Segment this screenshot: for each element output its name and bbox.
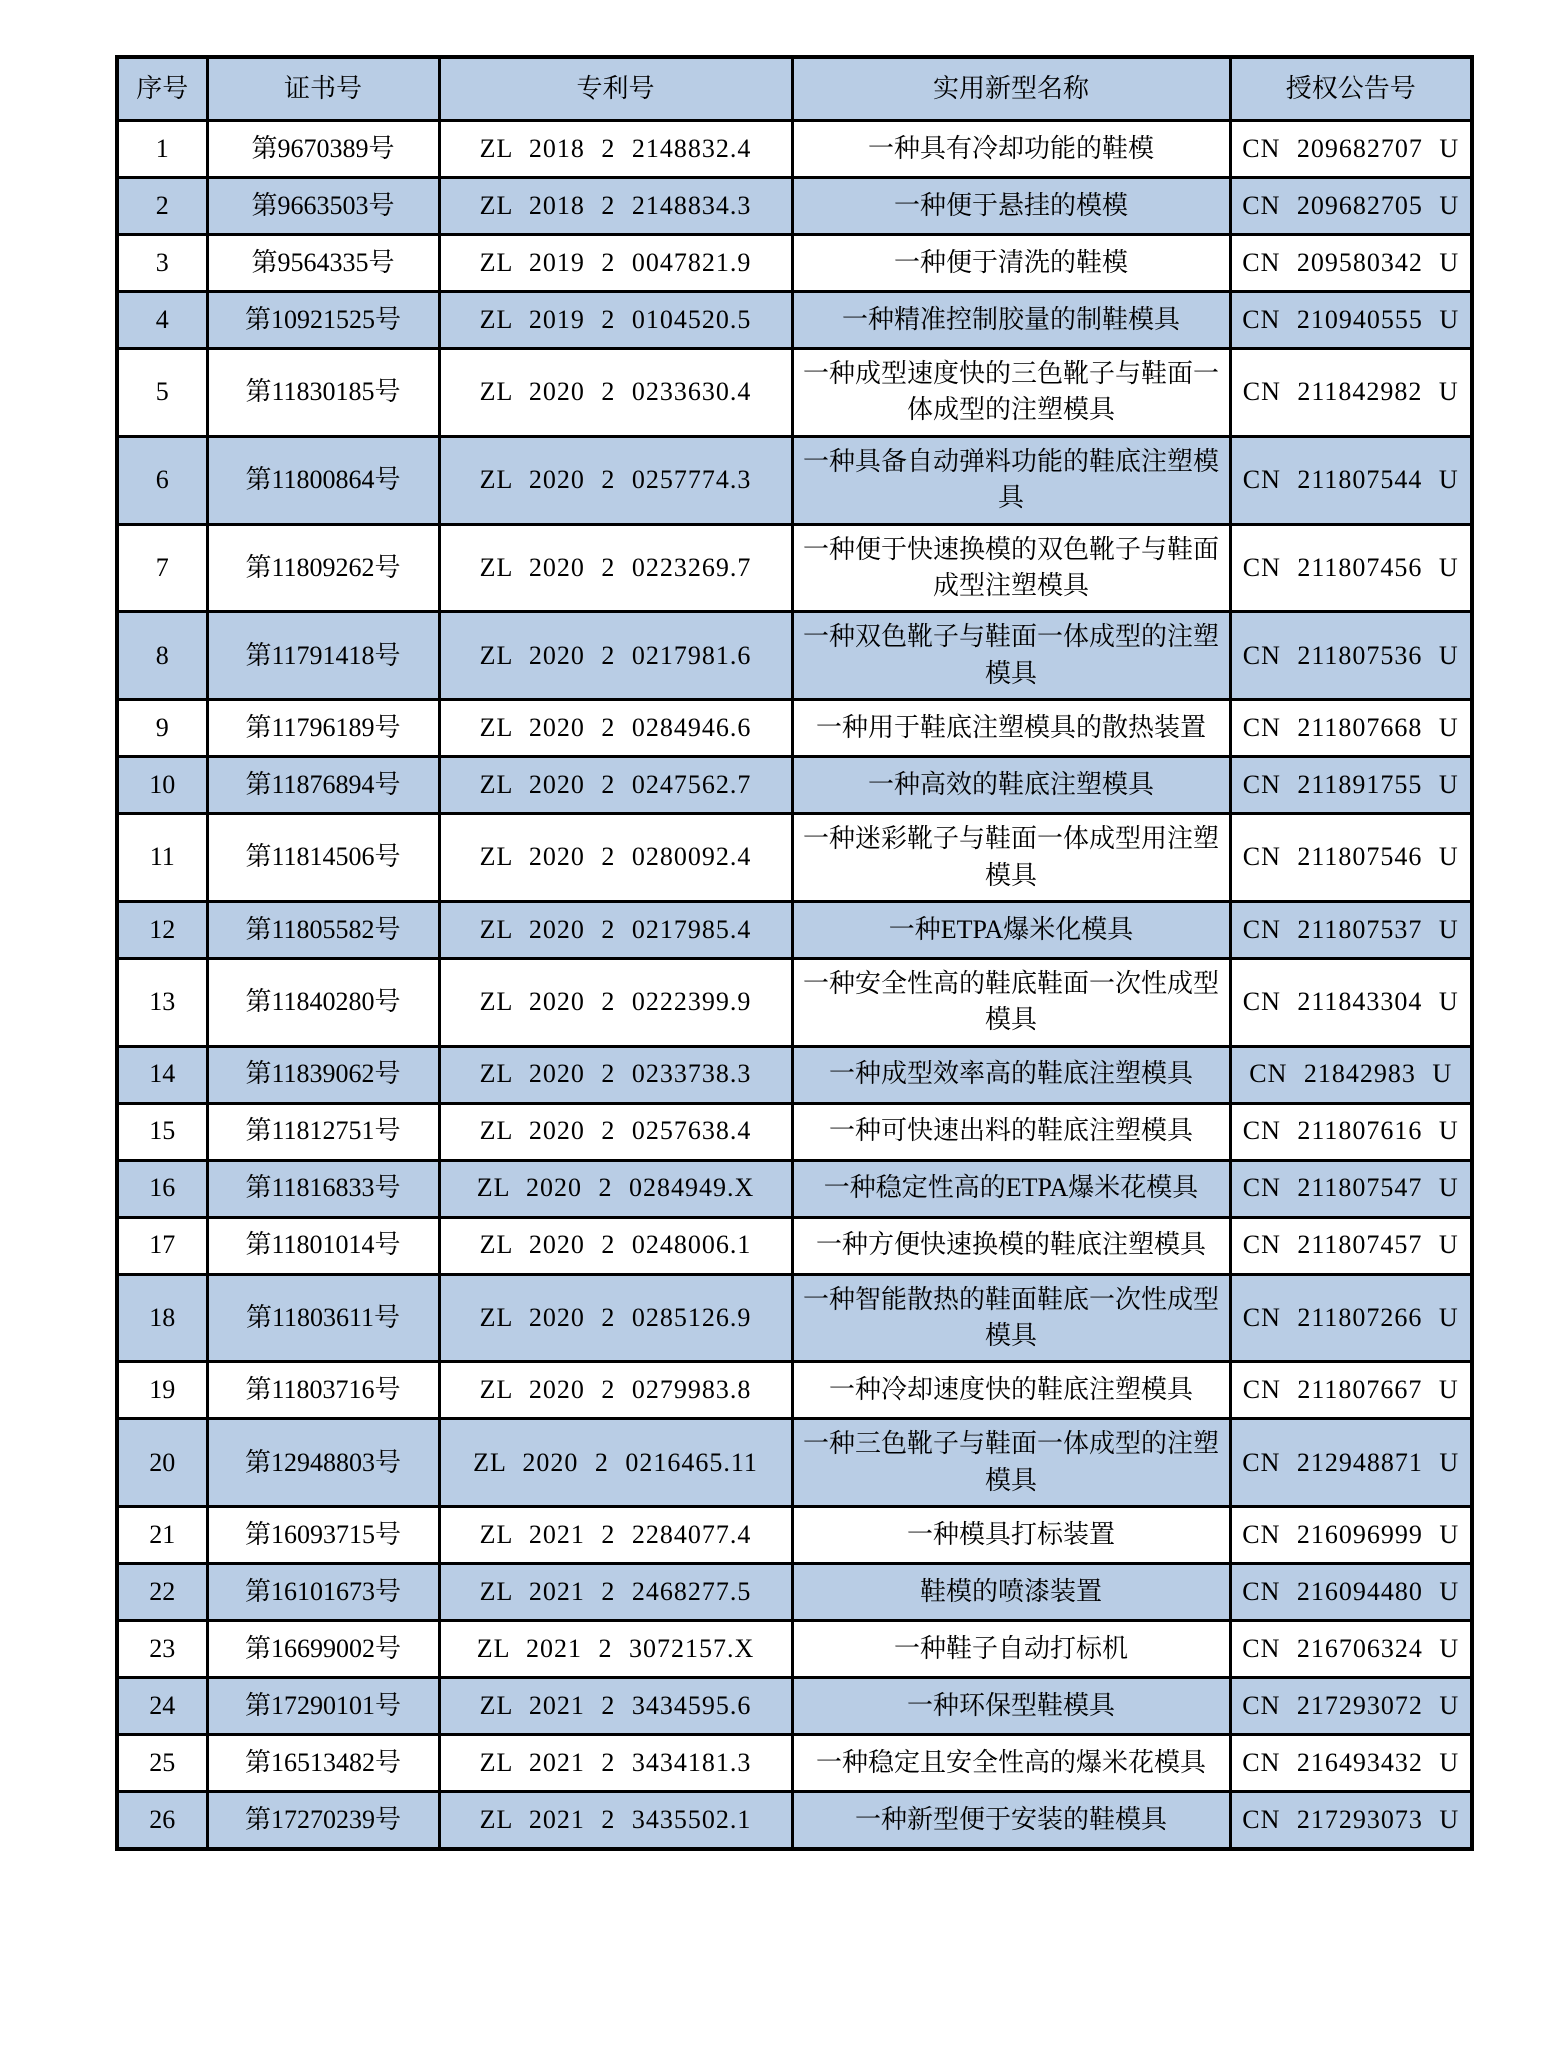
table-header	[117, 57, 1472, 121]
cell-name: 一种稳定性高的ETPA爆米花模具	[792, 1160, 1230, 1217]
table-row	[117, 292, 1472, 349]
cell-index: 8	[117, 612, 207, 700]
cell-publication: CN 216493432 U	[1230, 1735, 1472, 1792]
cell-patent: ZL 2020 2 0279983.8	[439, 1362, 792, 1419]
table-row	[117, 121, 1472, 178]
cell-patent: ZL 2020 2 0285126.9	[439, 1274, 792, 1362]
cell-name: 一种可快速出料的鞋底注塑模具	[792, 1103, 1230, 1160]
table-body	[117, 121, 1472, 1850]
cell-patent: ZL 2019 2 0104520.5	[439, 292, 792, 349]
cell-publication: CN 211807668 U	[1230, 700, 1472, 757]
cell-name: 一种双色靴子与鞋面一体成型的注塑模具	[792, 612, 1230, 700]
cell-publication: CN 211807536 U	[1230, 612, 1472, 700]
col-header-patent: 专利号	[439, 57, 792, 121]
cell-index: 12	[117, 901, 207, 958]
cell-publication: CN 217293073 U	[1230, 1792, 1472, 1850]
cell-publication: CN 211891755 U	[1230, 757, 1472, 814]
cell-certificate: 第12948803号	[207, 1419, 439, 1507]
cell-patent: ZL 2021 2 3072157.X	[439, 1621, 792, 1678]
cell-index: 9	[117, 700, 207, 757]
cell-index: 2	[117, 178, 207, 235]
cell-index: 20	[117, 1419, 207, 1507]
table-row	[117, 1362, 1472, 1419]
table-row	[117, 1274, 1472, 1362]
cell-publication: CN 21842983 U	[1230, 1046, 1472, 1103]
cell-index: 1	[117, 121, 207, 178]
cell-patent: ZL 2019 2 0047821.9	[439, 235, 792, 292]
cell-certificate: 第11839062号	[207, 1046, 439, 1103]
table-row	[117, 1678, 1472, 1735]
cell-patent: ZL 2020 2 0233738.3	[439, 1046, 792, 1103]
table-row	[117, 1046, 1472, 1103]
cell-patent: ZL 2020 2 0284949.X	[439, 1160, 792, 1217]
cell-publication: CN 211807456 U	[1230, 524, 1472, 612]
cell-publication: CN 212948871 U	[1230, 1419, 1472, 1507]
cell-name: 一种成型速度快的三色靴子与鞋面一体成型的注塑模具	[792, 349, 1230, 437]
cell-index: 25	[117, 1735, 207, 1792]
cell-publication: CN 211807544 U	[1230, 436, 1472, 524]
table-row	[117, 349, 1472, 437]
cell-certificate: 第11876894号	[207, 757, 439, 814]
cell-index: 23	[117, 1621, 207, 1678]
cell-patent: ZL 2020 2 0247562.7	[439, 757, 792, 814]
cell-certificate: 第17270239号	[207, 1792, 439, 1850]
cell-index: 21	[117, 1507, 207, 1564]
cell-certificate: 第11805582号	[207, 901, 439, 958]
cell-patent: ZL 2021 2 3435502.1	[439, 1792, 792, 1850]
col-header-name: 实用新型名称	[792, 57, 1230, 121]
cell-publication: CN 209580342 U	[1230, 235, 1472, 292]
cell-patent: ZL 2018 2 2148834.3	[439, 178, 792, 235]
cell-certificate: 第9564335号	[207, 235, 439, 292]
cell-name: 一种模具打标装置	[792, 1507, 1230, 1564]
table-row	[117, 1217, 1472, 1274]
cell-name: 一种冷却速度快的鞋底注塑模具	[792, 1362, 1230, 1419]
cell-patent: ZL 2020 2 0280092.4	[439, 814, 792, 902]
cell-patent: ZL 2018 2 2148832.4	[439, 121, 792, 178]
cell-name: 一种便于快速换模的双色靴子与鞋面成型注塑模具	[792, 524, 1230, 612]
cell-index: 11	[117, 814, 207, 902]
cell-patent: ZL 2021 2 3434181.3	[439, 1735, 792, 1792]
cell-index: 26	[117, 1792, 207, 1850]
cell-publication: CN 209682707 U	[1230, 121, 1472, 178]
cell-index: 5	[117, 349, 207, 437]
cell-publication: CN 211807546 U	[1230, 814, 1472, 902]
cell-patent: ZL 2020 2 0217981.6	[439, 612, 792, 700]
cell-certificate: 第16093715号	[207, 1507, 439, 1564]
cell-index: 6	[117, 436, 207, 524]
header-row	[117, 57, 1472, 121]
cell-patent: ZL 2020 2 0217985.4	[439, 901, 792, 958]
patent-table	[115, 55, 1474, 1851]
cell-certificate: 第11803716号	[207, 1362, 439, 1419]
table-row	[117, 700, 1472, 757]
col-header-index: 序号	[117, 57, 207, 121]
cell-certificate: 第9670389号	[207, 121, 439, 178]
cell-certificate: 第17290101号	[207, 1678, 439, 1735]
cell-patent: ZL 2020 2 0216465.11	[439, 1419, 792, 1507]
cell-certificate: 第10921525号	[207, 292, 439, 349]
cell-certificate: 第11796189号	[207, 700, 439, 757]
col-header-certificate: 证书号	[207, 57, 439, 121]
table-row	[117, 612, 1472, 700]
cell-publication: CN 209682705 U	[1230, 178, 1472, 235]
cell-publication: CN 211807667 U	[1230, 1362, 1472, 1419]
cell-name: 一种智能散热的鞋面鞋底一次性成型模具	[792, 1274, 1230, 1362]
cell-publication: CN 216094480 U	[1230, 1564, 1472, 1621]
cell-index: 22	[117, 1564, 207, 1621]
cell-index: 14	[117, 1046, 207, 1103]
cell-index: 15	[117, 1103, 207, 1160]
cell-publication: CN 211807547 U	[1230, 1160, 1472, 1217]
cell-publication: CN 216096999 U	[1230, 1507, 1472, 1564]
cell-certificate: 第16699002号	[207, 1621, 439, 1678]
table-row	[117, 901, 1472, 958]
cell-name: 一种具有冷却功能的鞋模	[792, 121, 1230, 178]
table-row	[117, 1564, 1472, 1621]
cell-index: 24	[117, 1678, 207, 1735]
table-row	[117, 1621, 1472, 1678]
table-row	[117, 235, 1472, 292]
cell-certificate: 第11800864号	[207, 436, 439, 524]
cell-patent: ZL 2020 2 0248006.1	[439, 1217, 792, 1274]
cell-index: 10	[117, 757, 207, 814]
table-row	[117, 1792, 1472, 1850]
cell-patent: ZL 2020 2 0284946.6	[439, 700, 792, 757]
cell-certificate: 第11791418号	[207, 612, 439, 700]
table-row	[117, 1507, 1472, 1564]
cell-index: 4	[117, 292, 207, 349]
cell-patent: ZL 2021 2 3434595.6	[439, 1678, 792, 1735]
cell-index: 19	[117, 1362, 207, 1419]
cell-name: 一种用于鞋底注塑模具的散热装置	[792, 700, 1230, 757]
cell-patent: ZL 2020 2 0233630.4	[439, 349, 792, 437]
table-row	[117, 524, 1472, 612]
cell-certificate: 第11801014号	[207, 1217, 439, 1274]
cell-certificate: 第11816833号	[207, 1160, 439, 1217]
cell-index: 16	[117, 1160, 207, 1217]
cell-certificate: 第11814506号	[207, 814, 439, 902]
cell-name: 一种具备自动弹料功能的鞋底注塑模具	[792, 436, 1230, 524]
cell-name: 一种稳定且安全性高的爆米花模具	[792, 1735, 1230, 1792]
cell-name: 一种安全性高的鞋底鞋面一次性成型模具	[792, 958, 1230, 1046]
cell-publication: CN 217293072 U	[1230, 1678, 1472, 1735]
cell-publication: CN 211807266 U	[1230, 1274, 1472, 1362]
cell-certificate: 第11830185号	[207, 349, 439, 437]
cell-certificate: 第11812751号	[207, 1103, 439, 1160]
cell-name: 一种便于清洗的鞋模	[792, 235, 1230, 292]
cell-index: 3	[117, 235, 207, 292]
cell-name: 一种迷彩靴子与鞋面一体成型用注塑模具	[792, 814, 1230, 902]
cell-certificate: 第16101673号	[207, 1564, 439, 1621]
cell-certificate: 第11840280号	[207, 958, 439, 1046]
cell-certificate: 第11803611号	[207, 1274, 439, 1362]
cell-index: 18	[117, 1274, 207, 1362]
cell-certificate: 第11809262号	[207, 524, 439, 612]
cell-publication: CN 211842982 U	[1230, 349, 1472, 437]
cell-name: 鞋模的喷漆装置	[792, 1564, 1230, 1621]
cell-patent: ZL 2021 2 2284077.4	[439, 1507, 792, 1564]
cell-publication: CN 211807537 U	[1230, 901, 1472, 958]
table-row	[117, 1419, 1472, 1507]
cell-name: 一种方便快速换模的鞋底注塑模具	[792, 1217, 1230, 1274]
table-row	[117, 958, 1472, 1046]
cell-index: 7	[117, 524, 207, 612]
table-row	[117, 436, 1472, 524]
table-row	[117, 1103, 1472, 1160]
cell-name: 一种高效的鞋底注塑模具	[792, 757, 1230, 814]
cell-publication: CN 216706324 U	[1230, 1621, 1472, 1678]
cell-publication: CN 210940555 U	[1230, 292, 1472, 349]
cell-index: 13	[117, 958, 207, 1046]
cell-patent: ZL 2021 2 2468277.5	[439, 1564, 792, 1621]
cell-publication: CN 211807616 U	[1230, 1103, 1472, 1160]
cell-publication: CN 211843304 U	[1230, 958, 1472, 1046]
cell-patent: ZL 2020 2 0257638.4	[439, 1103, 792, 1160]
cell-patent: ZL 2020 2 0223269.7	[439, 524, 792, 612]
col-header-publication: 授权公告号	[1230, 57, 1472, 121]
table-row	[117, 178, 1472, 235]
cell-name: 一种环保型鞋模具	[792, 1678, 1230, 1735]
cell-name: 一种精准控制胶量的制鞋模具	[792, 292, 1230, 349]
cell-name: 一种便于悬挂的模模	[792, 178, 1230, 235]
table-row	[117, 1735, 1472, 1792]
cell-patent: ZL 2020 2 0257774.3	[439, 436, 792, 524]
cell-publication: CN 211807457 U	[1230, 1217, 1472, 1274]
cell-name: 一种ETPA爆米化模具	[792, 901, 1230, 958]
table-row	[117, 814, 1472, 902]
cell-name: 一种三色靴子与鞋面一体成型的注塑模具	[792, 1419, 1230, 1507]
cell-name: 一种新型便于安装的鞋模具	[792, 1792, 1230, 1850]
cell-name: 一种成型效率高的鞋底注塑模具	[792, 1046, 1230, 1103]
cell-certificate: 第9663503号	[207, 178, 439, 235]
cell-patent: ZL 2020 2 0222399.9	[439, 958, 792, 1046]
table-row	[117, 757, 1472, 814]
cell-index: 17	[117, 1217, 207, 1274]
cell-name: 一种鞋子自动打标机	[792, 1621, 1230, 1678]
table-row	[117, 1160, 1472, 1217]
cell-certificate: 第16513482号	[207, 1735, 439, 1792]
